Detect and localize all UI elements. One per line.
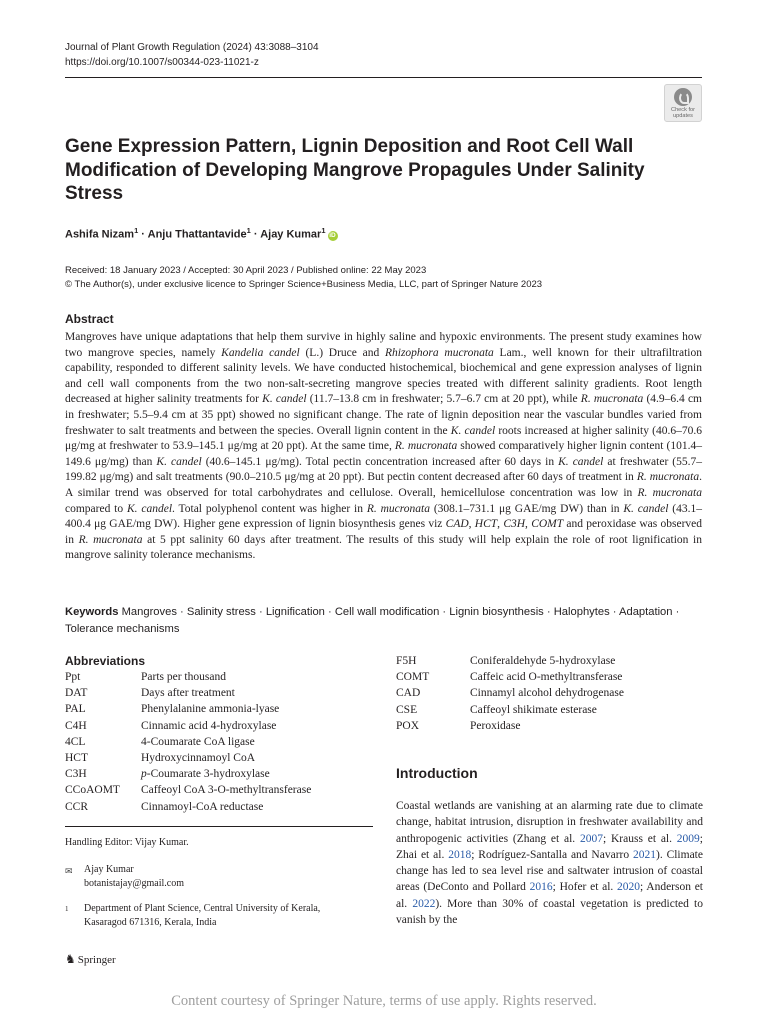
italic-prefix: p (141, 768, 147, 781)
abbreviation-row (396, 685, 624, 701)
text-run: at 5 ppt salinity 60 days after treatment. The results of this study will help explain the role of root lignification in mangrove salinity tolerance mechanisms. (65, 533, 702, 562)
text-run: roots increased at higher salinity (40.6–70.6 μg/mg at freshwater to 53.9–145.1 μg/mg at 20 ppt). At the same time, (65, 424, 702, 453)
text-run: , (525, 518, 532, 531)
publisher-name: Springer (77, 954, 116, 966)
author-name[interactable]: Ashifa Nizam (65, 228, 135, 241)
affiliation-marker: 1 (134, 226, 139, 235)
copyright-line: © The Author(s), under exclusive licence to Springer Science+Business Media, LLC, part of Springer Nature 2023 (65, 279, 543, 290)
citation-link[interactable]: 2016 (529, 881, 553, 894)
abbreviation-row (65, 718, 311, 734)
abbreviation-row (396, 702, 624, 718)
refresh-icon (674, 88, 692, 106)
abstract-body (65, 330, 702, 564)
abbreviation-term: POX (396, 719, 420, 732)
abbreviation-row (65, 782, 311, 798)
abbreviation-row (65, 799, 311, 815)
author-separator: · (138, 228, 148, 241)
abbreviation-term: CSE (396, 703, 418, 716)
abbreviation-term: HCT (65, 752, 88, 765)
abbreviation-definition: Cinnamoyl-CoA reductase (141, 800, 264, 813)
check-updates-label: Check for updates (671, 107, 695, 119)
footnote-rule (65, 826, 373, 827)
abbreviation-term: CCR (65, 800, 89, 813)
citation-link[interactable]: 2020 (617, 881, 640, 894)
text-run: (4.9–6.4 cm in freshwater; 5.5–9.4 cm at 35 ppt) showed no significant change. The rate of lignin deposition near the vascular bundles varied from freshwater to salt treatments and between the species. Overall lignin content in the (65, 393, 702, 437)
italic-term: R. mucronata (394, 440, 458, 453)
italic-term: K. candel (558, 455, 604, 468)
introduction-body (396, 798, 703, 928)
text-run: (43.1–400.4 μg GAE/mg DW). Higher gene expression of lignin biosynthesis genes viz (65, 502, 702, 531)
text-run: ). More than 30% of coastal vegetation is predicted to vanish by the (396, 897, 703, 927)
abbreviation-row (396, 669, 624, 685)
text-run: ; Hofer et al. (552, 881, 617, 894)
orcid-icon[interactable]: iD (329, 231, 336, 239)
abbreviation-definition: 4-Coumarate CoA ligase (141, 735, 255, 748)
abbreviations-heading: Abbreviations (65, 654, 146, 668)
abbreviation-term: F5H (396, 655, 417, 667)
abbreviation-row (396, 718, 624, 734)
text-run: at freshwater (55.7–199.82 μg/mg) and salt treatments (90.0–210.5 μg/mg at 20 ppt). But pectin content decreased after 60 days of treatment in (65, 455, 703, 484)
italic-term: R. mucronata (78, 533, 143, 546)
abbreviation-definition: Caffeoyl shikimate esterase (470, 703, 597, 716)
abbreviation-row (65, 701, 311, 717)
italic-term: K. candel (126, 502, 173, 515)
abbreviation-row (65, 750, 311, 766)
text-run: ). Climate change has led to sea level rise and saltwater intrusion of coastal areas (DeConto and Pollard (396, 848, 703, 894)
author-name[interactable]: Ajay Kumar (260, 228, 322, 241)
citation-link[interactable]: 2018 (448, 848, 472, 861)
affiliation-line: Department of Plant Science, Central University of Kerala, (84, 903, 321, 914)
abbreviation-row (65, 685, 311, 701)
text-run: , (497, 518, 504, 531)
doi-link[interactable]: https://doi.org/10.1007/s00344-023-11021-z (65, 56, 259, 68)
article-history (65, 264, 542, 292)
text-run: (308.1–731.1 μg GAE/mg DW) than in (430, 502, 624, 515)
citation-link[interactable]: 2021 (632, 848, 656, 861)
author-list (65, 226, 338, 241)
abbreviation-definition: Caffeoyl CoA 3-O-methyltransferase (141, 784, 312, 797)
affiliation-number: 1 (65, 905, 69, 913)
springer-logo (65, 952, 116, 967)
italic-term: K. candel (450, 424, 496, 437)
italic-term: CAD (445, 518, 469, 531)
abbreviation-definition: p-Coumarate 3-hydroxylase (141, 768, 270, 781)
courtesy-watermark: Content courtesy of Springer Nature, terms of use apply. Rights reserved. (171, 993, 597, 1009)
abbreviation-row (65, 734, 311, 750)
springer-horse-icon: ♞ (65, 952, 76, 966)
abbreviation-term: C4H (65, 719, 87, 732)
text-run: (11.7–13.8 cm in freshwater; 5.7–6.7 cm at 20 ppt), while (306, 393, 581, 406)
abbreviation-term: PAL (65, 703, 86, 716)
text-run: ; Anderson et al. (396, 881, 703, 910)
abbreviation-definition: Days after treatment (141, 687, 235, 700)
abbreviation-row (65, 766, 311, 782)
text-run: . A similar trend was observed for total carbohydrates and cellulose. Overall, hemicellulose concentration was low in (65, 471, 702, 499)
abbreviation-definition: Cinnamyl alcohol dehydrogenase (470, 687, 624, 700)
text-run: (L.) Druce and (299, 346, 385, 359)
journal-citation: Journal of Plant Growth Regulation (2024) 43:3088–3104 (65, 42, 319, 53)
text-run: and peroxidase was observed in (65, 518, 702, 546)
italic-term: K. candel (623, 502, 669, 515)
abbreviation-row (396, 653, 624, 669)
author-separator: · (250, 228, 261, 241)
abbreviation-definition: Cinnamic acid 4-hydroxylase (141, 719, 277, 732)
italic-term: COMT (531, 518, 564, 531)
italic-term: K. candel (262, 393, 307, 406)
citation-link[interactable]: 2022 (412, 897, 436, 910)
abbreviation-term: C3H (65, 768, 87, 781)
corresponding-name: Ajay Kumar (84, 864, 134, 875)
text-run: , (468, 518, 475, 531)
abbreviation-term: 4CL (65, 735, 86, 748)
abbreviation-term: DAT (65, 687, 88, 700)
text-run: ; Krauss et al. (602, 832, 677, 845)
abbreviation-term: COMT (396, 671, 430, 684)
affiliation-marker: 1 (321, 226, 326, 235)
text-run: showed comparatively higher lignin content (101.4–149.6 μg/mg) than (65, 440, 702, 468)
corresponding-email[interactable]: botanistajay@gmail.com (84, 878, 185, 889)
abbreviation-term: CAD (396, 687, 421, 700)
envelope-icon: ✉ (65, 866, 73, 876)
italic-term: C3H (503, 518, 526, 531)
text-run: ; Zhai et al. (396, 832, 703, 861)
abbreviation-definition: Caffeic acid O-methyltransferase (470, 671, 623, 684)
author-name[interactable]: Anju Thattantavide (147, 228, 247, 241)
text-run: compared to (65, 502, 127, 515)
check-for-updates-badge[interactable] (664, 84, 702, 122)
text-run: ; Rodríguez-Santalla and Navarro (471, 848, 633, 861)
italic-term: R. mucronata (366, 502, 430, 515)
abbreviation-definition: Parts per thousand (141, 671, 226, 683)
abbreviation-definition: Phenylalanine ammonia-lyase (141, 703, 280, 716)
abstract-heading: Abstract (65, 312, 114, 326)
abbreviations-table-right (396, 653, 624, 734)
italic-term: R. mucronata (637, 486, 702, 499)
abbreviation-term: Ppt (65, 671, 81, 683)
citation-link[interactable]: 2009 (676, 832, 700, 845)
italic-term: R. mucronata (580, 393, 644, 406)
italic-term: R. mucronata (636, 471, 700, 484)
corresponding-author (65, 863, 184, 891)
italic-term: HCT (474, 518, 498, 531)
abbreviation-definition: Hydroxycinnamoyl CoA (141, 752, 256, 765)
keywords-list: Mangroves · Salinity stress · Lignification · Cell wall modification · Lignin biosynthesis · Halophytes · Adaptation · Tolerance mechanisms (65, 606, 680, 635)
abbreviation-definition: Coniferaldehyde 5-hydroxylase (470, 655, 616, 667)
keywords-label: Keywords (65, 606, 119, 618)
keywords (65, 604, 702, 638)
abbreviations-table-left (65, 669, 311, 815)
header-rule (65, 77, 702, 78)
italic-term: K. candel (156, 455, 202, 468)
journal-header (65, 41, 319, 70)
text-run: Coastal wetlands are vanishing at an alarming rate due to climate change, habitat intrusion, disruption in freshwater availability and anthropogenic activities (Zhang et al. (396, 800, 703, 845)
citation-link[interactable]: 2007 (579, 832, 603, 845)
handling-editor-note: Handling Editor: Vijay Kumar. (65, 837, 189, 848)
affiliation-marker: 1 (246, 226, 251, 235)
abbreviation-definition: Peroxidase (470, 719, 521, 732)
text-run: (40.6–145.1 μg/mg). Total pectin concentration increased after 60 days in (201, 455, 559, 468)
italic-term: Kandelia candel (221, 346, 300, 359)
affiliation (65, 902, 385, 930)
italic-term: Rhizophora mucronata (384, 346, 494, 359)
paper-title: Gene Expression Pattern, Lignin Deposition and Root Cell Wall Modification of Developing Mangrove Propagules Under Salinity Stress (65, 136, 645, 204)
text-run: Lam., well known for their ultrafiltration capability, responded to different salinity levels. We have conducted histochemical, biochemical and gene expression analyses of lignin and cell wall components from the two non-salt-secreting mangrove species treated with different salinity gradients. Root length decreased at higher salinity treatments for (65, 346, 703, 406)
history-dates: Received: 18 January 2023 / Accepted: 30 April 2023 / Published online: 22 May 2023 (65, 265, 427, 276)
affiliation-line: Kasaragod 671316, Kerala, India (84, 917, 217, 928)
text-run: Mangroves have unique adaptations that help them survive in highly saline and hypoxic environments. The present study examines how two mangrove species, namely (65, 331, 702, 359)
abbreviation-term: CCoAOMT (65, 784, 120, 797)
abbreviation-row (65, 669, 311, 685)
introduction-heading: Introduction (396, 765, 478, 781)
text-run: . Total polyphenol content was higher in (172, 502, 367, 515)
